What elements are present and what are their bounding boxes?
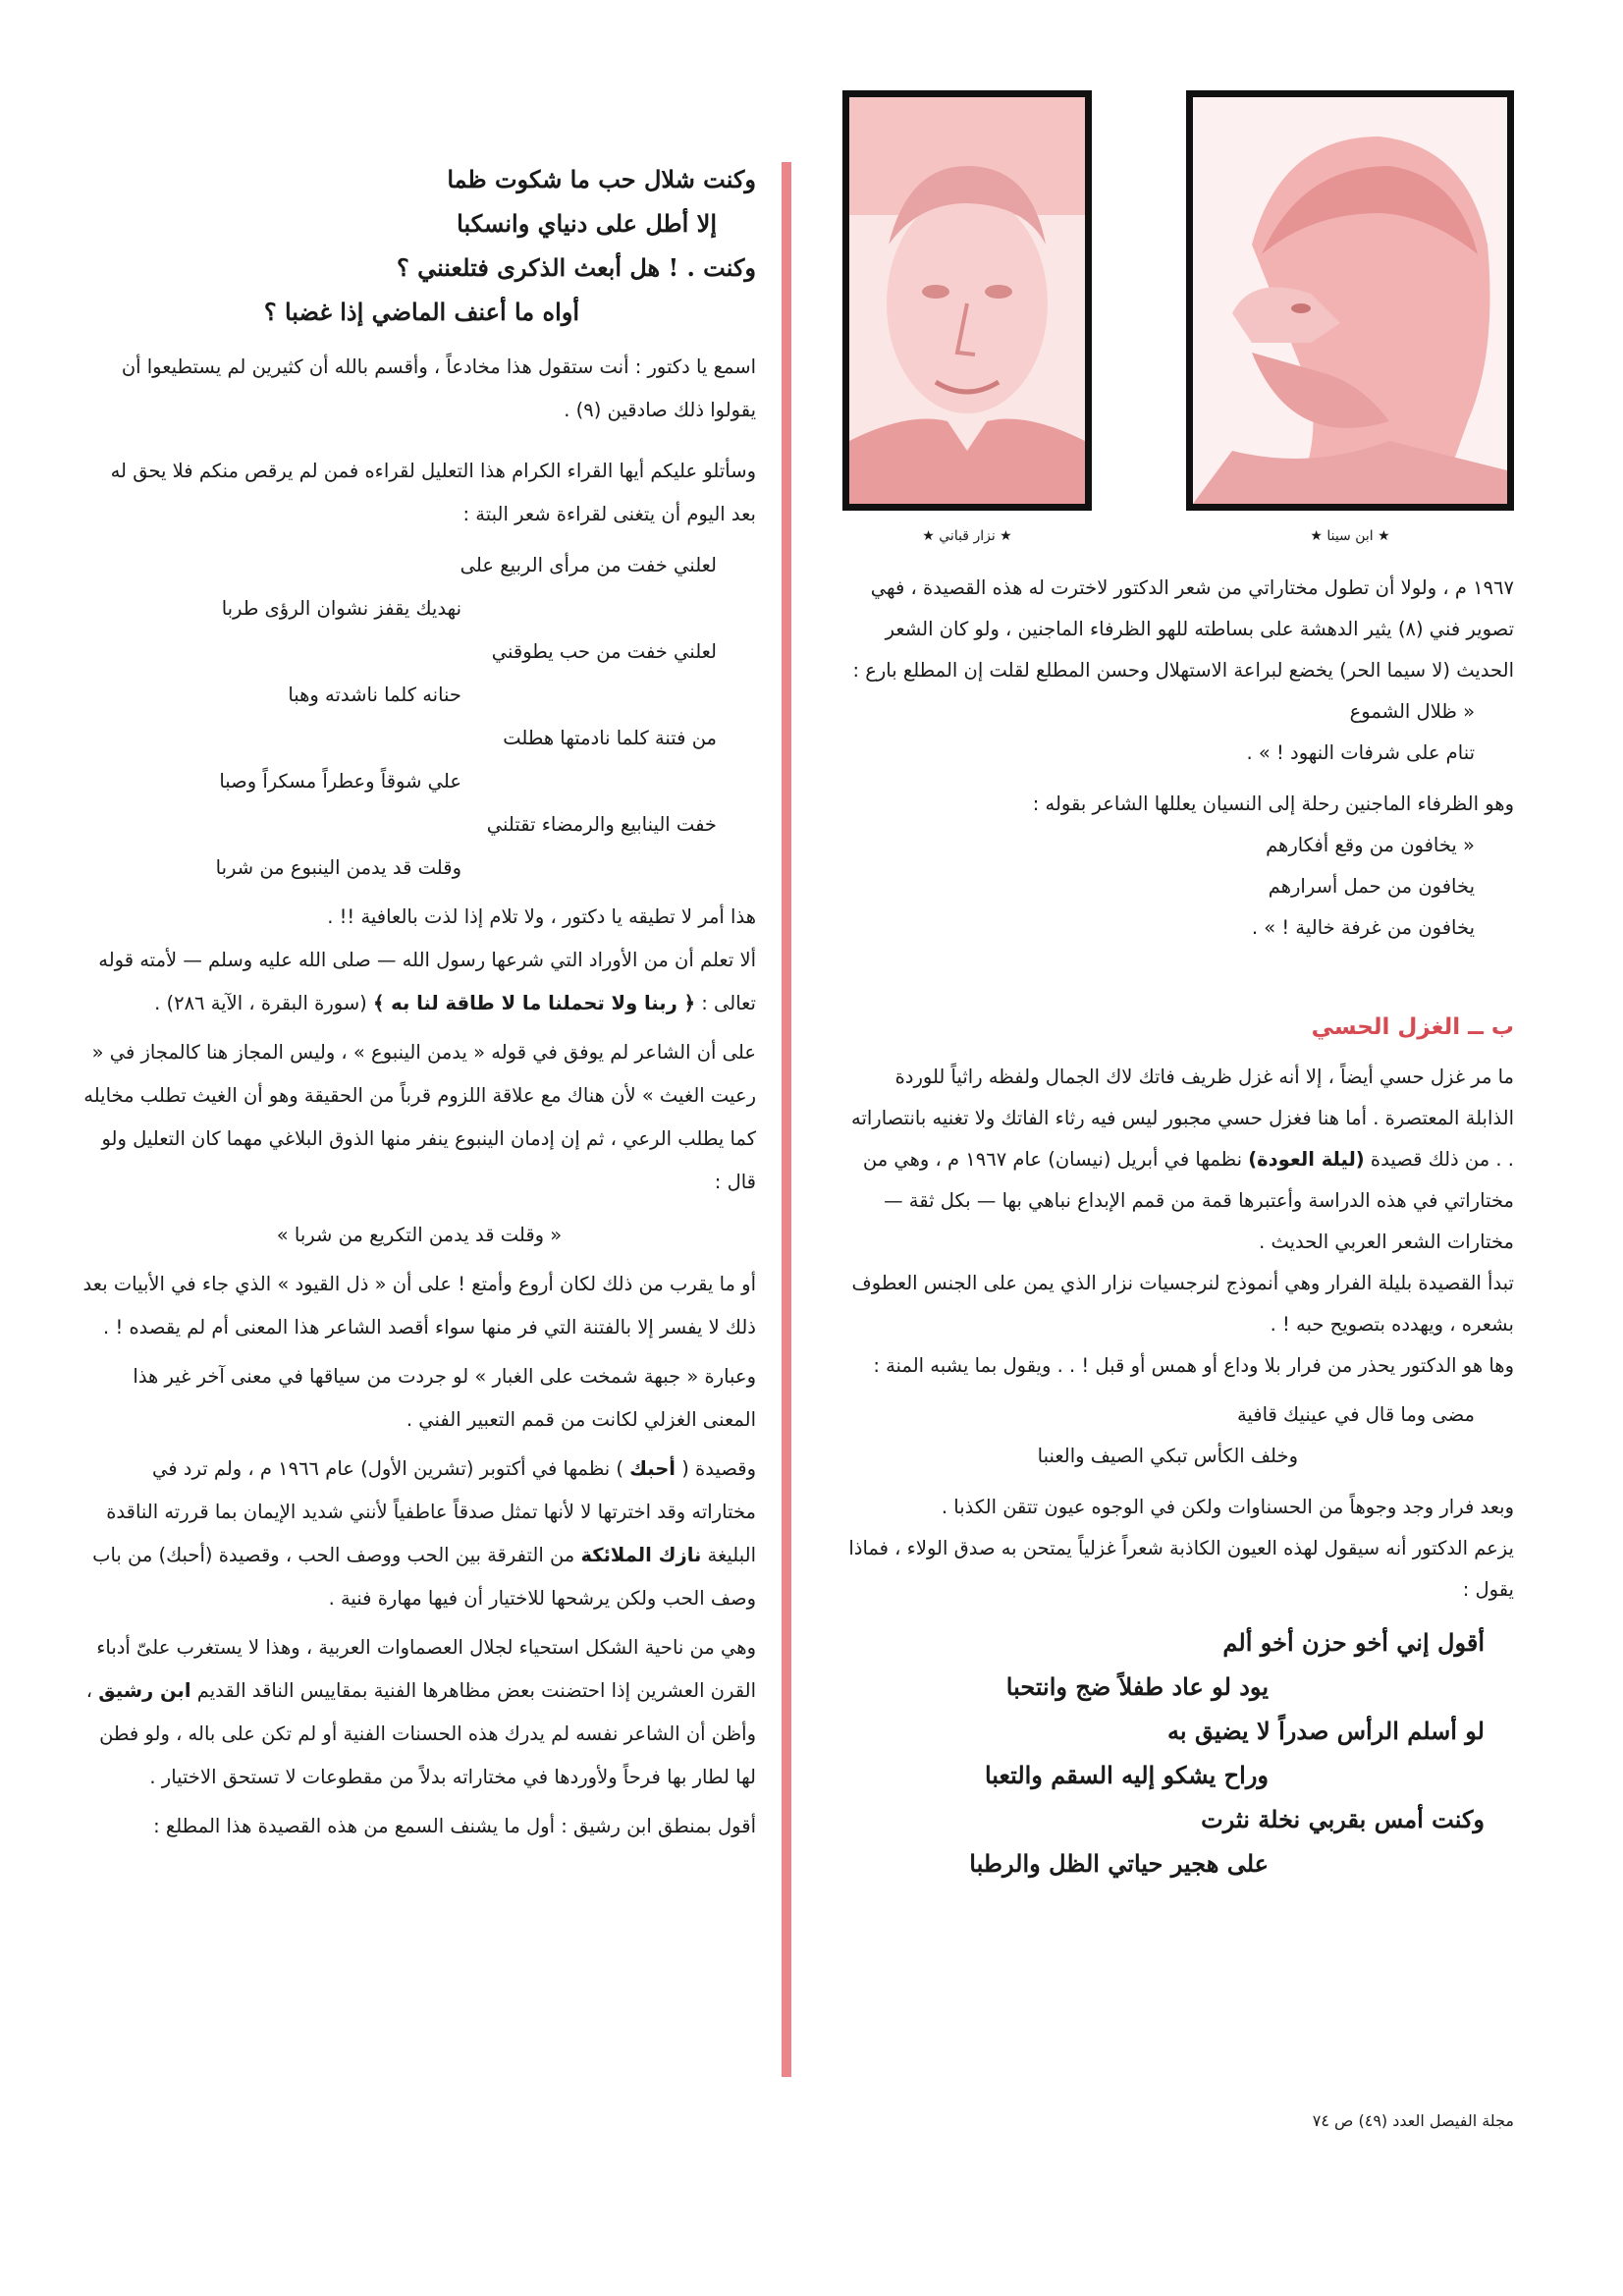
paragraph: ١٩٦٧ م ، ولولا أن تطول مختاراتي من شعر الدكتور لاخترت له هذه القصيدة ، فهي تصوير فني (٨) يثير الدهشة على بساطته للهو الظرفاء الماجنين ، ولو كان الشعر الحديث (لا سيما الحر) يخضع لبراعة الاستهلال وحسن المطلع لقلت إن المطلع بارع :	[852, 576, 1514, 682]
verse-line: يود لو عاد طفلاً ضج وانتحبا	[1005, 1672, 1269, 1701]
photo-nizar-qabbani	[842, 90, 1092, 511]
paragraph	[82, 939, 756, 1025]
poem-line: لعلني خفت من مرأى الربيع على	[460, 554, 717, 576]
paragraph: أقول بمنطق ابن رشيق : أول ما يشنف السمع من هذه القصيدة هذا المطلع :	[153, 1815, 756, 1837]
quote-line: يخافون من غرفة خالية ! » .	[1251, 916, 1475, 939]
poem-block	[82, 544, 756, 890]
paragraph	[82, 1448, 756, 1620]
column-divider	[782, 162, 791, 2077]
paragraph: على أن الشاعر لم يوفق في قوله « يدمن الينبوع » ، وليس المجاز هنا كالمجاز في « رعيت الغيث » لأن هناك مع علاقة اللزوم قرباً من الحقيقة وهو أن الغيث تطلب مخايله كما يطلب الرعي ، ثم إن إدمان الينبوع ينفر منها الذوق البلاغي مهما كان التعليل ولو قال :	[83, 1041, 756, 1193]
quote-block	[846, 825, 1475, 949]
verse-line: وكنت شلال حب ما شكوت ظما	[447, 165, 756, 193]
poem-line: لعلني خفت من حب يطوقني	[491, 640, 717, 663]
text-run: وهي من ناحية الشكل استحياء لجلال العصماوات العربية ، وهذا لا يستغرب علىّ أدباء القرن العشرين إذا احتضنت بعض مظاهرها الفنية بمقاييس الناقد القديم	[96, 1636, 756, 1702]
verse-line: أواه ما أعنف الماضي إذا غضبا ؟	[263, 298, 579, 326]
text-run: من التفرقة بين الحب ووصف الحب ، وقصيدة (أحبك) من باب وصف الحب ولكن يرشحها للاختيار أن فيها مهارة فنية .	[92, 1544, 756, 1610]
portrait-illustration	[1193, 97, 1507, 504]
portrait-illustration	[849, 97, 1085, 504]
text-run: ، وأظن أن الشاعر نفسه لم يدرك هذه الحسنات الفنية أو لم تكن على باله ، ولو فطن لها لطار بها فرحاً ولأوردها في مختاراته بدلاً من مقطوعات لا تستحق الاختيار .	[85, 1679, 756, 1788]
text-run: نظمها في أبريل (نيسان) عام ١٩٦٧ م ، وهي من مختاراتي في هذه الدراسة وأعتبرها قمة من قمم الإبداع نباهي بها — بكل ثقة — مختارات الشعر العربي الحديث .	[862, 1148, 1514, 1253]
text-run: (سورة البقرة ، الآية ٢٨٦) .	[154, 992, 367, 1014]
quoted-line: « وقلت قد يدمن التكريع من شربا »	[276, 1224, 563, 1246]
quote-line: « ظلال الشموع	[1349, 700, 1475, 723]
paragraph: هذا أمر لا تطيقه يا دكتور ، ولا تلام إذا لذت بالعافية !! .	[327, 905, 756, 928]
verse-line: وراح يشكو إليه السقم والتعبا	[984, 1761, 1269, 1789]
paragraph	[82, 1626, 756, 1799]
caption-ibn-sina: ★ ابن سينا ★	[1310, 528, 1390, 544]
text-run: ألا تعلم أن من الأوراد التي شرعها رسول الله — صلى الله عليه وسلم — لأمته قوله تعالى :	[98, 949, 756, 1014]
paragraph: أو ما يقرب من ذلك لكان أروع وأمتع ! على أن « ذل القيود » الذي جاء في الأبيات بعد ذلك لا يفسر إلا بالفتنة التي فر منها سواء أقصد الشاعر هذا المعنى أم لم يقصده ! .	[82, 1273, 756, 1339]
verse-line: على هجير حياتي الظل والرطبا	[969, 1849, 1269, 1878]
poem-line: خفت الينابيع والرمضاء تقتلني	[486, 813, 717, 836]
poem-title: أحبك	[629, 1457, 676, 1480]
text-run: ) نظمها في أكتوبر (تشرين الأول) عام ١٩٦٦ م ، ولم ترد في مختاراته وقد اخترتها لا لأنها تمثل صدقاً عاطفياً لأنني شديد الإيمان بما قررته الناقدة البليغة	[106, 1457, 756, 1566]
verse-line: وكنت . ! هل أبعث الذكرى فتلعنني ؟	[396, 253, 756, 282]
paragraph: تبدأ القصيدة بليلة الفرار وهي أنموذج لنرجسيات نزار الذي يمن على الجنس العطوف بشعره ، ويهدده بتصويح حبه ! .	[851, 1272, 1514, 1336]
verse-line: وخلف الكأس تبكي الصيف والعنبا	[1037, 1445, 1298, 1467]
quote-block	[846, 691, 1475, 774]
poem-line: نهديك يقفز نشوان الرؤى طربا	[221, 597, 461, 620]
paragraph: يزعم الدكتور أنه سيقول لهذه العيون الكاذبة شعراً غزلياً يمتحن به صدق الولاء ، فماذا يقول :	[848, 1537, 1514, 1601]
quote-line: تنام على شرفات النهود ! » .	[1246, 741, 1475, 764]
verse-line: إلا أطل على دنياي وانسكبا	[457, 209, 717, 238]
poem-line: علي شوقاً وعطراً مسكراً وصبا	[219, 770, 461, 793]
quote-line: « يخافون من وقع أفكارهم	[1266, 834, 1475, 856]
person-name: نازك الملائكة	[580, 1544, 702, 1566]
paragraph: وعبارة « جبهة شمخت على الغبار » لو جردت من سياقها في معنى آخر غير هذا المعنى الغزلي لكانت من قمم التعبير الفني .	[133, 1365, 756, 1431]
poem-line: وقلت قد يدمن الينبوع من شربا	[215, 856, 461, 879]
photo-ibn-sina	[1186, 90, 1514, 511]
text-run: وقصيدة (	[681, 1457, 756, 1480]
quote-line: يخافون من حمل أسرارهم	[1268, 875, 1475, 898]
opening-verses	[82, 157, 756, 334]
paragraph: وها هو الدكتور يحذر من فرار بلا وداع أو همس أو قبل ! . . ويقول بما يشبه المنة :	[873, 1354, 1514, 1377]
quran-quote: ﴿ ربنا ولا تحملنا ما لا طاقة لنا به ﴾	[372, 992, 696, 1014]
paragraph: وسأتلو عليكم أيها القراء الكرام هذا التعليل لقراءه فمن لم يرقص منكم فلا يحق له بعد اليوم أن يتغنى لقراءة شعر البتة :	[110, 460, 756, 525]
verse-pair	[846, 1394, 1514, 1477]
text-run: ما مر غزل حسي أيضاً ، إلا أنه غزل ظريف فاتك لاك الجمال ولفظه راثياً للوردة الذابلة المعتصرة . أما هنا فغزل حسي مجبور ليس فيه رثاء الفاتك ولا تغنيه بانتصاراته . . من ذلك قصيدة	[851, 1066, 1514, 1171]
closing-verses	[846, 1620, 1514, 1886]
paragraph: اسمع يا دكتور : أنت ستقول هذا مخادعاً ، وأقسم بالله أن كثيرين لم يستطيعوا أن يقولوا ذلك صادقين (٩) .	[121, 355, 756, 421]
poem-line: حنانه كلما ناشدته وهبا	[288, 683, 461, 706]
verse-line: لو أسلم الرأس صدراً لا يضيق به	[1167, 1717, 1485, 1745]
paragraph: وبعد فرار وجد وجوهاً من الحسناوات ولكن في الوجوه عيون تتقن الكذبا .	[941, 1496, 1514, 1518]
section-heading: ب ــ الغزل الحسي	[1311, 1014, 1514, 1040]
verse-line: مضى وما قال في عينيك قافية	[1236, 1403, 1475, 1426]
verse-line: أقول إني أخو حزن أخو ألم	[1222, 1628, 1485, 1657]
paragraph: وهو الظرفاء الماجنين رحلة إلى النسيان يعللها الشاعر بقوله :	[1032, 793, 1514, 815]
left-column	[82, 157, 756, 1848]
caption-nizar: ★ نزار قباني ★	[922, 528, 1012, 544]
paragraph	[846, 1057, 1514, 1263]
poem-title: (ليلة العودة)	[1248, 1148, 1365, 1171]
right-column	[846, 568, 1514, 1886]
person-name: ابن رشيق	[98, 1679, 191, 1702]
verse-line: وكنت أمس بقربي نخلة نثرت	[1201, 1805, 1485, 1833]
page-footer: مجلة الفيصل العدد (٤٩) ص ٧٤	[1312, 2111, 1514, 2130]
poem-line: من فتنة كلما نادمتها هطلت	[503, 727, 717, 749]
